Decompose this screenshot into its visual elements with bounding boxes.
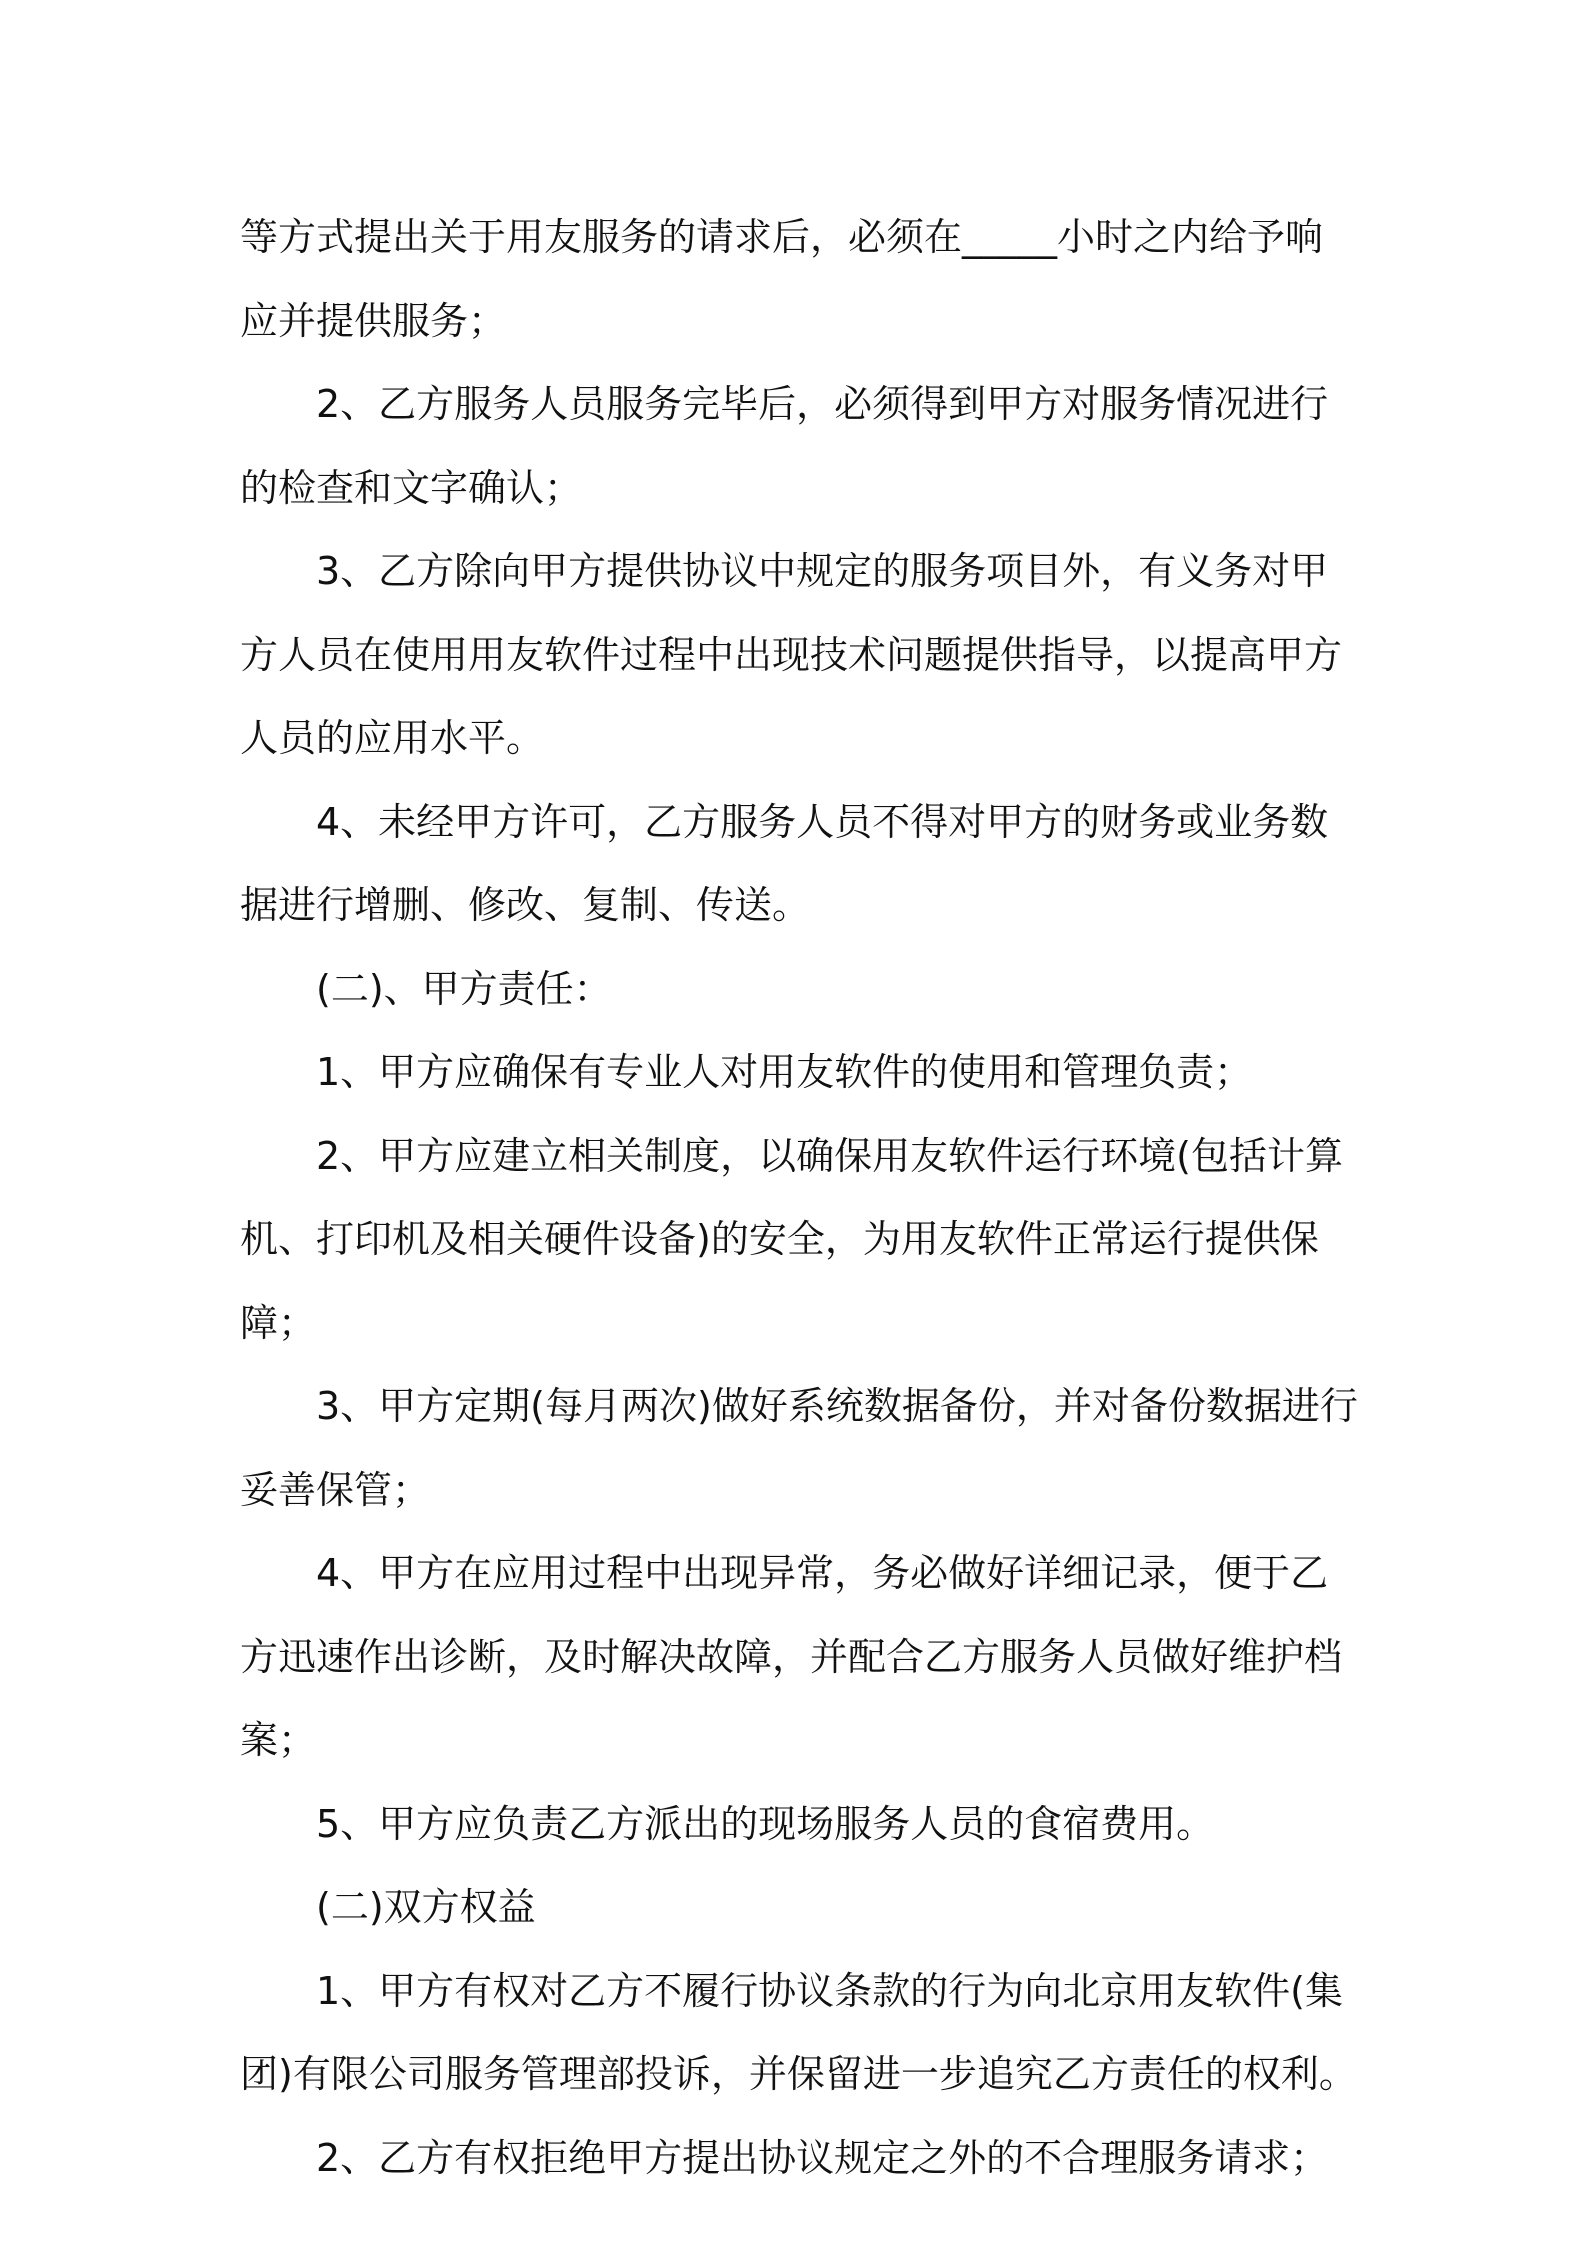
paragraph-a-item-1: 1、甲方应确保有专业人对用友软件的使用和管理负责； [316, 1050, 1253, 1094]
paragraph-item-4-data-permission: 4、未经甲方许可，乙方服务人员不得对甲方的财务或业务数据进行增删、修改、复制、传送。 [240, 799, 1329, 927]
paragraph-item-3-guidance: 3、乙方除向甲方提供协议中规定的服务项目外，有义务对甲方人员在使用用友软件过程中出现技术问题提供指导，以提高甲方人员的应用水平。 [240, 549, 1343, 760]
paragraph-service-response: 等方式提出关于用友服务的请求后，必须在_____小时之内给予响应并提供服务； [240, 215, 1324, 343]
document-body [240, 196, 1360, 2200]
paragraph-item-2-confirmation: 2、乙方服务人员服务完毕后，必须得到甲方对服务情况进行的检查和文字确认； [240, 382, 1329, 510]
paragraph-rights-item-1: 1、甲方有权对乙方不履行协议条款的行为向北京用友软件(集团)有限公司服务管理部投诉，并保留进一步追究乙方责任的权利。 [240, 1968, 1357, 2096]
paragraph-rights-item-2: 2、乙方有权拒绝甲方提出协议规定之外的不合理服务请求； [316, 2135, 1329, 2180]
paragraph-a-item-4: 4、甲方在应用过程中出现异常，务必做好详细记录，便于乙方迅速作出诊断，及时解决故障，并配合乙方服务人员做好维护档案； [240, 1551, 1343, 1762]
paragraph-a-item-3: 3、甲方定期(每月两次)做好系统数据备份，并对备份数据进行妥善保管； [240, 1384, 1358, 1512]
paragraph-a-item-2: 2、甲方应建立相关制度，以确保用友软件运行环境(包括计算机、打印机及相关硬件设备)的安全，为用友软件正常运行提供保障； [240, 1133, 1344, 1345]
section-heading-mutual-rights: (二)双方权益 [316, 1885, 536, 1929]
paragraph-a-item-5: 5、甲方应负责乙方派出的现场服务人员的食宿费用。 [316, 1801, 1215, 1846]
section-heading-party-a-duties: (二)、甲方责任： [316, 966, 612, 1011]
